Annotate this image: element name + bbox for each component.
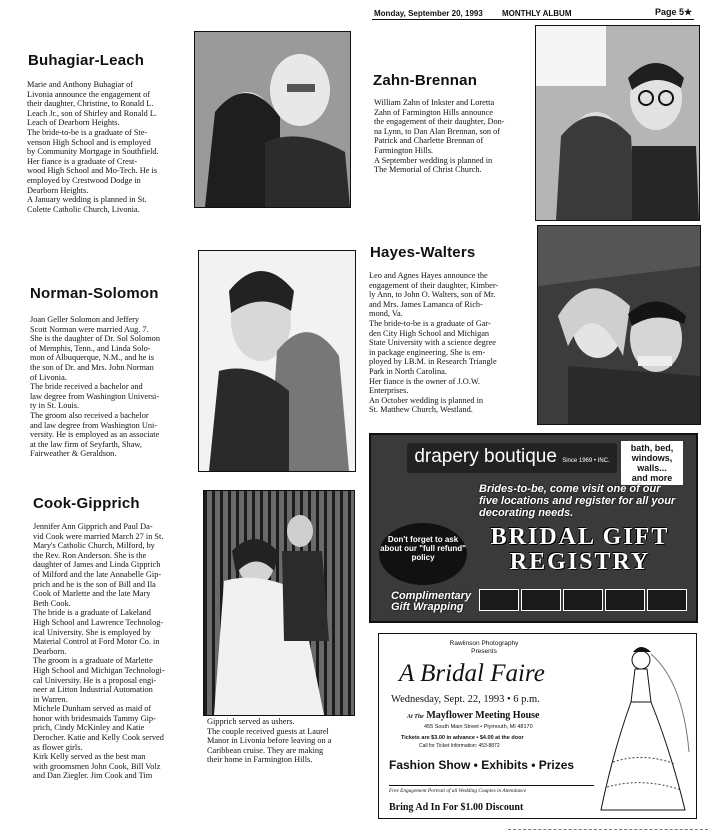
event-venue xyxy=(407,710,539,721)
event-features: Fashion Show • Exhibits • Prizes xyxy=(389,758,575,772)
couple-photo xyxy=(194,31,351,208)
article-title: Norman-Solomon xyxy=(30,285,159,302)
couple-photo xyxy=(535,25,700,221)
store-name-text: drapery boutique xyxy=(414,446,557,467)
page-date: Monday, September 20, 1993 xyxy=(374,9,483,18)
discount-text: Bring Ad In For $1.00 Discount xyxy=(389,802,524,813)
article-title: Buhagiar-Leach xyxy=(28,52,145,69)
ticket-info: Call for Ticket Information: 453-8872 xyxy=(419,743,500,749)
article-body: Marie and Anthony Buhagiar of Livonia announce the engagement of their daughter, Christine, to Ronald L. Leach Jr., son of Shirley and Ronald L. Leach of Dearborn Heights. The bride-to-be is a graduate of Ste- venson High School and is employed by Community Mortgage in Southfield. Her fiance is a graduate of Crest- wood High School and Mo-Tech. He is employed by Crestwood Dodge in Dearborn Heights. A January wedding is planned in St. Colette Catholic Church, Livonia. xyxy=(27,80,159,214)
venue-prefix: At The xyxy=(407,714,424,720)
bridal-faire-ad[interactable] xyxy=(378,633,697,819)
page-number: Page 5★ xyxy=(655,7,693,17)
section-name: MONTHLY ALBUM xyxy=(502,9,572,18)
since-text: Since 1969 • INC. xyxy=(562,458,610,464)
drapery-boutique-ad[interactable] xyxy=(369,433,698,623)
bride-illustration xyxy=(593,642,693,814)
sponsor: Rawlinson Photography Presents xyxy=(449,640,519,655)
article-body: Leo and Agnes Hayes announce the engagement of their daughter, Kimber- ly Ann, to John O. Walters, son of Mr. and Mrs. James Lamanca of Rich- mond, Va. The bride-to-be is a graduate of Gar- den City High School and Michigan State University with a science degree in package engineering. She is em- ployed by I.B.M. in Research Triangle Park in North Carolina. Her fiance is the owner of J.O.W. Enterprises. An October wedding is planned in St. Matthew Church, Westland. xyxy=(369,271,499,415)
event-title: A Bridal Faire xyxy=(399,660,545,687)
article-body: Jennifer Ann Gipprich and Paul Da- vid Cook were married March 27 in St. Mary's Catholic Church, Milford, by the Rev. Ron Anderson. She is the daughter of James and Linda Gipprich of Milford and the late Annabelle Gip- prich and he is the son of Bill and Ila Cook of Marlette and the late Mary Beth Cook. The bride is a graduate of Lakeland High School and Lawrence Technolog- ical University. She is employed by Material Control at Ford Motor Co. in Dearborn. The groom is a graduate of Marlette High School and Michigan Technologi- cal University. He is a proposal engi- neer at Litton Industrial Automation in Warren. Michele Dunham served as maid of honor with bridesmaids Tammy Gip- prich, Cindy McKinley and Katie Derocher. Katie and Kelly Cook served as flower girls. Kirk Kelly served as the best man with groomsmen John Cook, Bill Volz and Dan Ziegler. Jim Cook and Tim xyxy=(33,522,165,781)
refund-policy-burst: Don't forget to ask about our "full refund" policy xyxy=(379,523,467,585)
product-list: bath, bed, windows, walls... and more xyxy=(621,441,683,485)
ad-tagline: Brides-to-be, come visit one of our five locations and register for all your decorating needs. xyxy=(479,483,676,519)
article-body-continued: Gipprich served as ushers. The couple received guests at Laurel Manor in Livonia before leaving on a Caribbean cruise. They are making their home in Farmington Hills. xyxy=(207,717,332,765)
cut-line xyxy=(508,829,708,830)
ticket-prices: Tickets are $3.00 in advance • $4.00 at the door xyxy=(401,735,524,741)
store-name xyxy=(407,443,617,473)
header-rule xyxy=(372,19,694,20)
article-title: Cook-Gipprich xyxy=(33,495,140,512)
venue-name: Mayflower Meeting House xyxy=(426,710,540,721)
store-locations xyxy=(479,589,687,611)
gift-wrapping-text: Complimentary Gift Wrapping xyxy=(391,590,472,613)
wedding-photo xyxy=(203,490,355,716)
event-date: Wednesday, Sept. 22, 1993 • 6 p.m. xyxy=(391,694,540,705)
article-title: Hayes-Walters xyxy=(370,244,476,261)
couple-photo xyxy=(198,250,356,472)
couple-photo xyxy=(537,225,701,425)
bridal-registry-title: BRIDAL GIFT REGISTRY xyxy=(490,524,670,575)
event-address: 455 South Main Street • Plymouth, MI 48170 xyxy=(424,724,533,730)
article-title: Zahn-Brennan xyxy=(373,72,478,89)
free-portrait-note: Free Engagement Portrait of all Wedding Couples in Attendance xyxy=(389,785,594,794)
article-body: Joan Geller Solomon and Jeffery Scott Norman were married Aug. 7. She is the daughter of Dr. Sol Solomon of Memphis, Tenn., and Linda Solo- mon of Albuquerque, N.M., and he is the son of Dr. and Mrs. John Norman of Livonia. The bride received a bachelor and law degree from Washington Universi- ty in St. Louis. The groom also received a bachelor and law degree from Washington Uni- versity. He is employed as an associate at the law firm of Seyfarth, Shaw, Fairweather & Geraldson. xyxy=(30,315,160,459)
article-body: William Zahn of Inkster and Loretta Zahn of Farmington Hills announce the engagement of their daughter, Don- na Lynn, to Dan Alan Brennan, son of Patrick and Charlette Brennan of Farmington Hills. A September wedding is planned in The Memorial of Christ Church. xyxy=(374,98,505,175)
